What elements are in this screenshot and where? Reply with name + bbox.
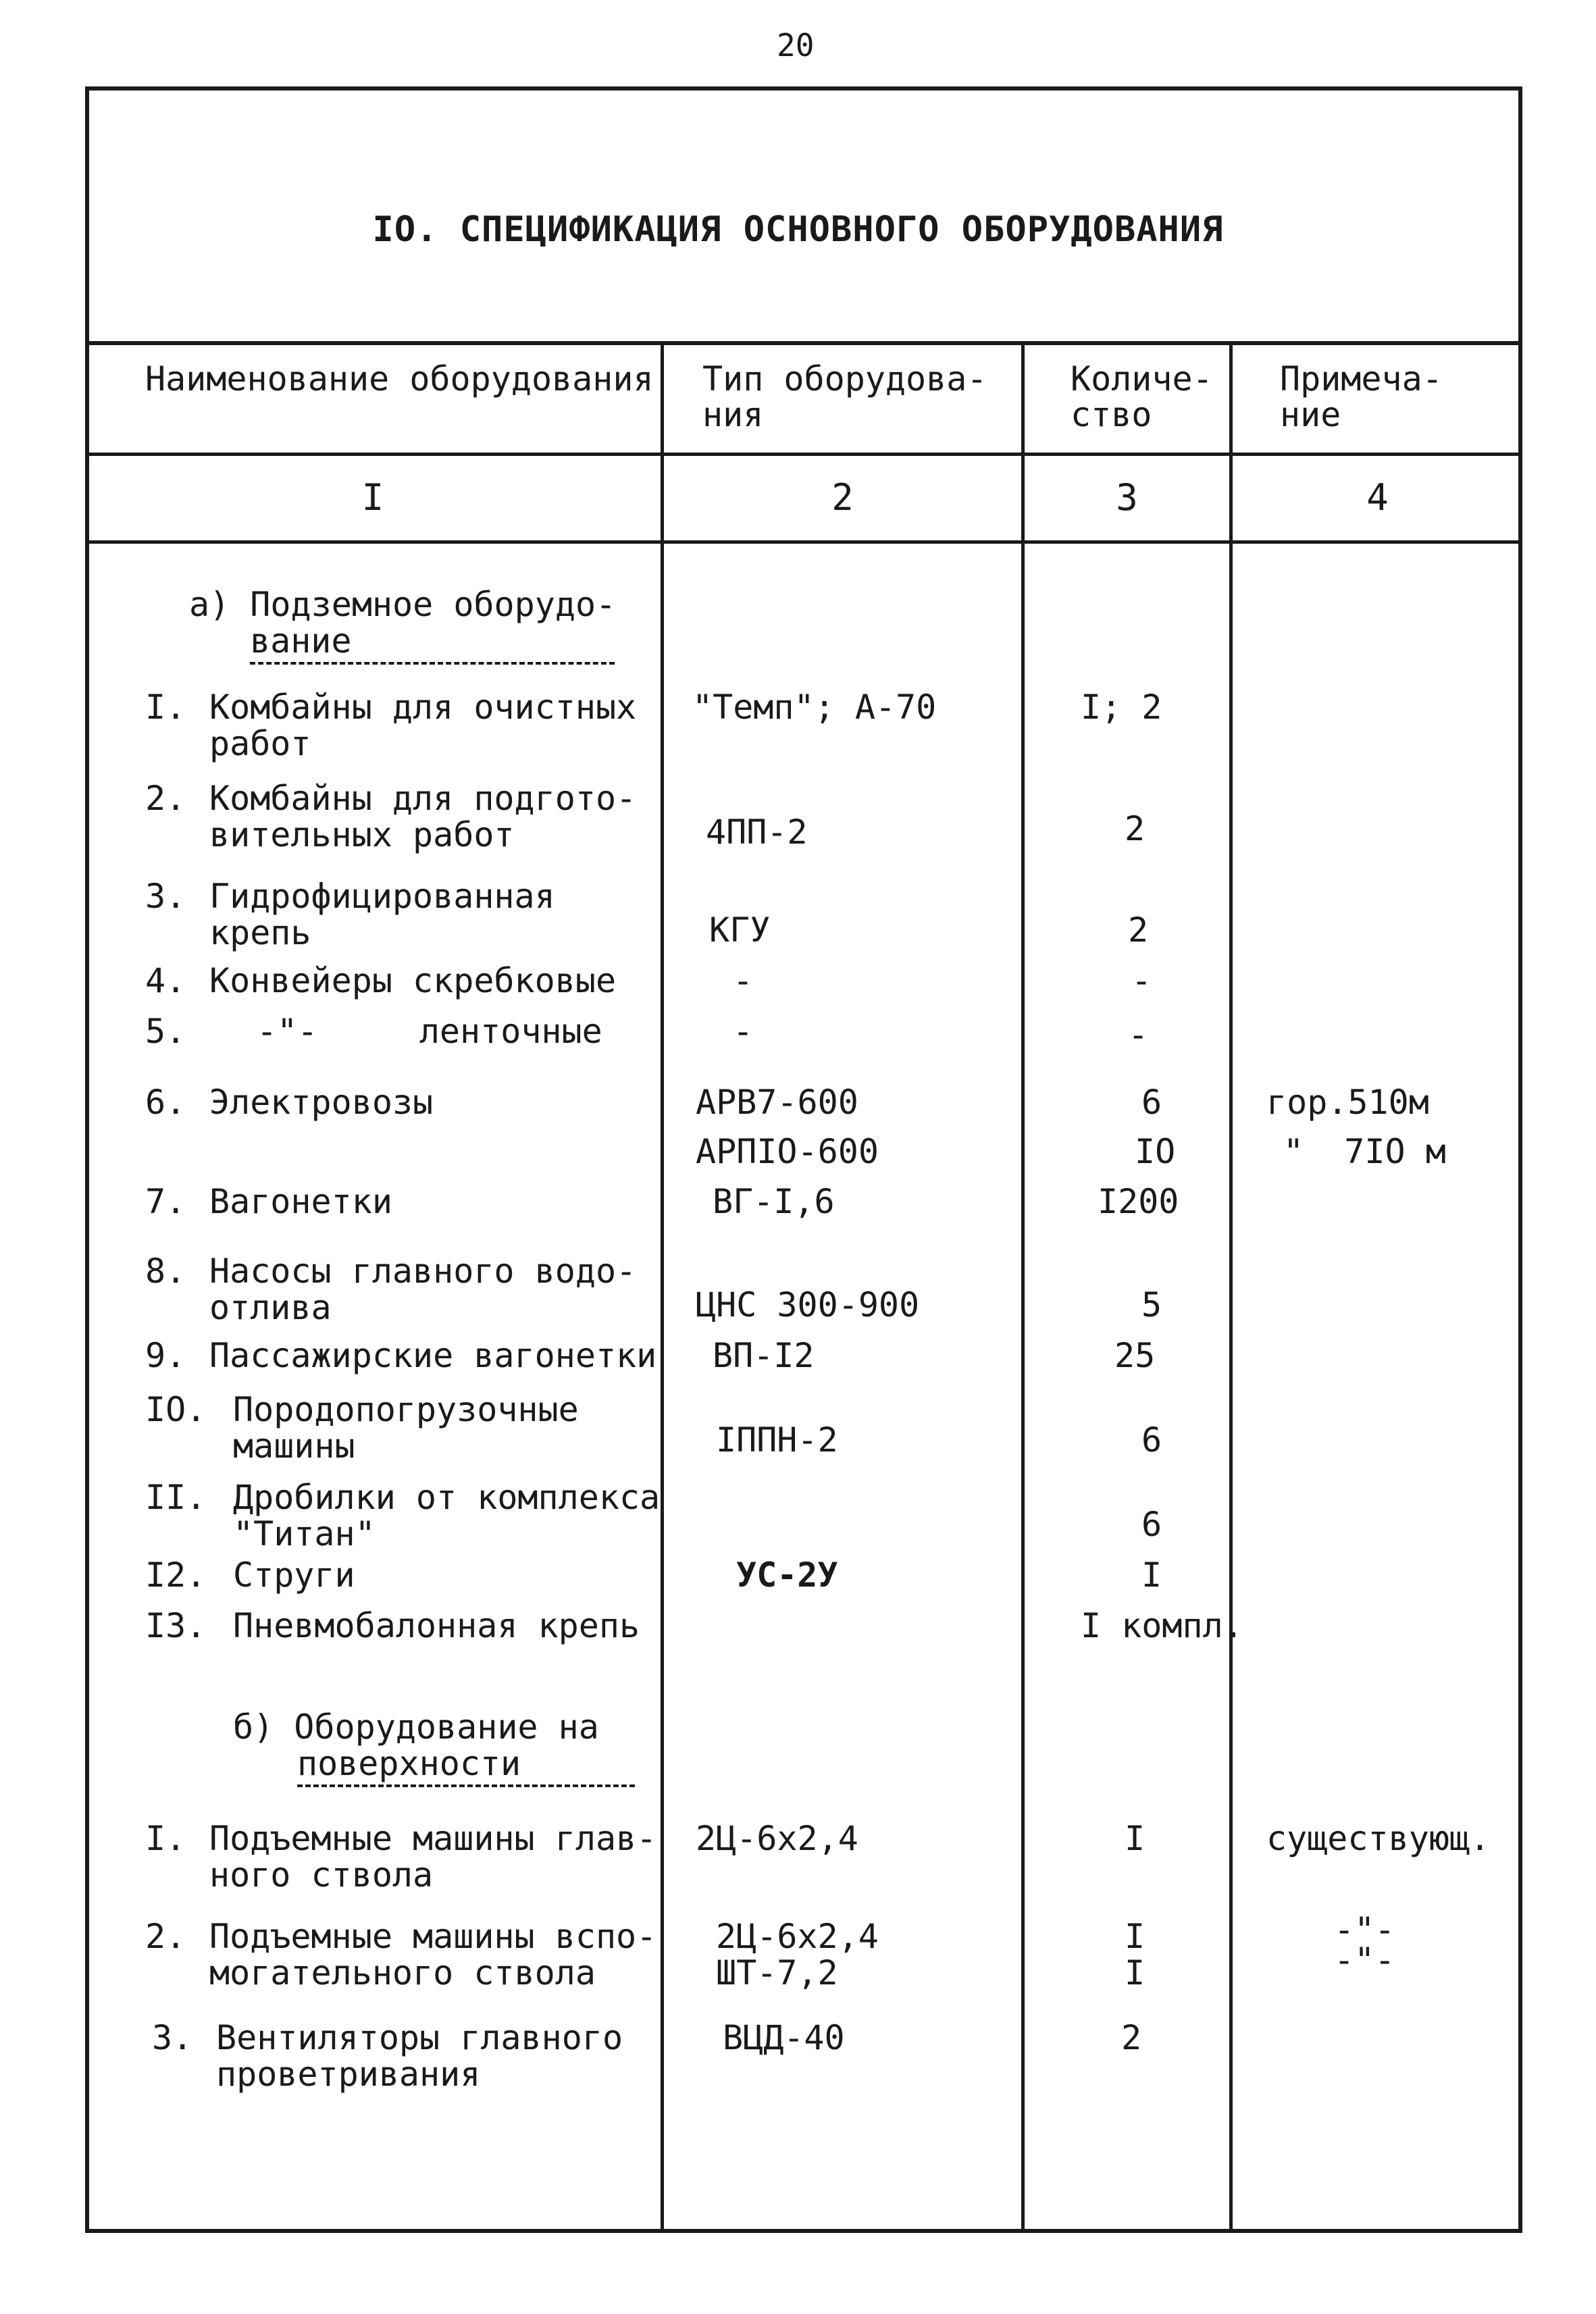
row-b2-num: 2. [145,1917,186,1956]
row-a4-num: 4. [145,961,186,1000]
row-a6b-qty: IO [1135,1132,1176,1171]
row-a2-name-cont: вительных работ [209,815,515,854]
colnum-4: 4 [1366,476,1389,519]
header-col2-line2: ния [702,395,764,434]
section-a-heading: а) Подземное оборудо- [189,585,617,624]
page-title: IO. СПЕЦИФИКАЦИЯ ОСНОВНОГО ОБОРУДОВАНИЯ [372,209,1224,250]
row-b1-note: существующ. [1266,1819,1491,1858]
row-a8-name-cont: отлива [209,1288,332,1327]
row-a4-name: Конвейеры скребковые [209,961,617,1000]
row-b2-type-2: ШТ-7,2 [716,1953,838,1992]
row-a6-num: 6. [145,1083,186,1122]
row-b3-name: Вентиляторы главного [216,2018,623,2057]
title-divider [85,341,1522,345]
header-col2-line1: Тип оборудова- [702,359,987,398]
row-b3-type: ВЦД-40 [723,2018,845,2057]
row-a8-qty: 5 [1141,1285,1162,1325]
row-b2-qty: I [1125,1917,1145,1956]
row-a10-num: IO. [145,1390,207,1429]
row-b2-qty-2: I [1125,1953,1145,1992]
colnum-2: 2 [831,476,854,519]
row-a1-name: Комбайны для очистных [209,688,637,727]
row-a9-name: Пассажирские вагонетки [209,1336,657,1375]
header-col3-line1: Количе- [1071,359,1213,398]
row-a12-num: I2. [145,1555,207,1595]
row-a8-name: Насосы главного водо- [209,1252,637,1291]
column-divider-2 [1021,343,1025,2233]
row-b2-note: -"- [1334,1910,1395,1949]
row-a10-type: IППН-2 [716,1420,838,1460]
row-a11-qty: 6 [1141,1505,1162,1544]
row-a9-num: 9. [145,1336,186,1375]
row-a5-qty: - [1128,1015,1149,1054]
row-a2-num: 2. [145,779,186,818]
row-a3-qty: 2 [1128,910,1149,950]
row-a6-type: АРВ7-600 [696,1083,858,1122]
row-b1-type: 2Ц-6х2,4 [696,1819,858,1858]
row-a5-type: - [733,1012,754,1051]
page-number: 20 [777,27,815,63]
row-a12-name: Струги [233,1555,355,1595]
row-a7-name: Вагонетки [209,1182,392,1221]
row-a6-name: Электровозы [209,1083,434,1122]
row-a10-name-cont: машины [233,1426,355,1466]
row-a3-name-cont: крепь [209,913,311,952]
row-a7-num: 7. [145,1182,186,1221]
row-a7-type: ВГ-I,6 [713,1182,835,1221]
section-b-heading-cont: поверхности [297,1745,635,1787]
row-b2-note-2: -"- [1334,1940,1395,1980]
row-a13-qty: I компл. [1081,1606,1243,1645]
row-b2-name-cont: могательного ствола [209,1953,596,1992]
row-a4-qty: - [1131,961,1152,1000]
row-a9-type: ВП-I2 [713,1336,815,1375]
row-a12-type: УС-2У [736,1555,838,1595]
row-a6b-note: " 7IO м [1283,1132,1446,1171]
row-a3-type: КГУ [709,910,771,950]
row-a1-type: "Темп"; А-70 [692,688,937,727]
row-a1-qty: I; 2 [1081,688,1162,727]
header-col4-line2: ние [1280,395,1341,434]
row-a3-name: Гидрофицированная [209,877,555,916]
row-a5-name: -"- ленточные [257,1012,602,1051]
row-a6-qty: 6 [1141,1083,1162,1122]
row-b1-num: I. [145,1819,186,1858]
row-a10-name: Породопогрузочные [233,1390,579,1429]
row-a2-type: 4ПП-2 [706,813,808,852]
row-b2-name: Подъемные машины вспо- [209,1917,657,1956]
row-a11-num: II. [145,1478,207,1517]
header-col3-line2: ство [1071,395,1152,434]
section-b-heading: б) Оборудование на [233,1707,599,1747]
column-divider-3 [1229,343,1233,2233]
row-a2-name: Комбайны для подгото- [209,779,637,818]
row-b2-type: 2Ц-6х2,4 [716,1917,879,1956]
colnum-1: I [361,476,384,519]
row-a1-num: I. [145,688,186,727]
colnum-divider [85,540,1522,544]
row-b1-name-cont: ного ствола [209,1855,434,1895]
row-a6-note: гор.510м [1266,1083,1429,1122]
row-b3-qty: 2 [1121,2018,1142,2057]
row-a6b-type: АРПIO-600 [696,1132,879,1171]
row-a10-qty: 6 [1141,1420,1162,1460]
row-a13-num: I3. [145,1606,207,1645]
row-a7-qty: I200 [1098,1182,1179,1221]
row-b3-name-cont: проветривания [216,2055,481,2094]
row-b1-qty: I [1125,1819,1145,1858]
row-a8-type: ЦНС 300-900 [696,1285,920,1325]
row-a1-name-cont: работ [209,724,311,763]
row-a4-type: - [733,961,754,1000]
row-a12-qty: I [1141,1555,1162,1595]
row-b3-num: 3. [152,2018,193,2057]
row-a11-name: Дробилки от комплекса [233,1478,661,1517]
header-divider [85,453,1522,456]
column-divider-1 [661,343,664,2233]
row-a2-qty: 2 [1125,809,1145,848]
row-a9-qty: 25 [1114,1336,1156,1375]
colnum-3: 3 [1116,476,1138,519]
row-a11-name-cont: "Титан" [233,1514,376,1553]
header-col4-line1: Примеча- [1280,359,1443,398]
section-a-heading-cont: вание [250,623,615,665]
row-b1-name: Подъемные машины глав- [209,1819,657,1858]
row-a5-num: 5. [145,1012,186,1051]
row-a3-num: 3. [145,877,186,916]
header-col1: Наименование оборудования [145,359,654,398]
row-a8-num: 8. [145,1252,186,1291]
row-a13-name: Пневмобалонная крепь [233,1606,640,1645]
